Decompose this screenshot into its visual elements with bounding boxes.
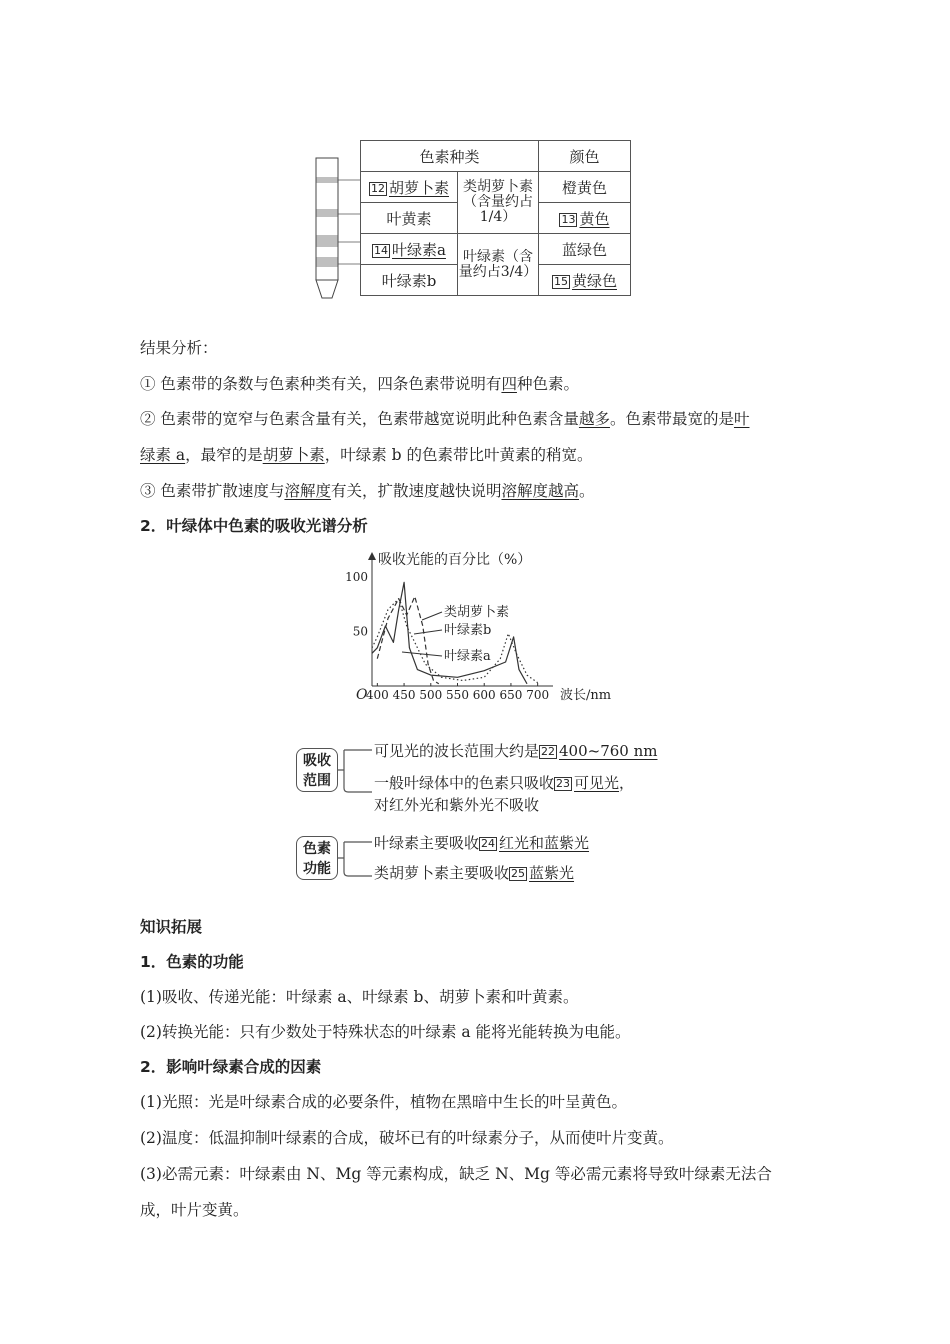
pigment-group: 叶绿素（含量约占3/4） (458, 234, 539, 296)
result-paragraph-2: ② 色素带的宽窄与色素含量有关，色素带越宽说明此种色素含量越多。色素带最宽的是叶 (140, 410, 750, 428)
x-tick-label: 450 (392, 688, 416, 702)
legend-label: 叶绿素b (444, 623, 492, 638)
x-tick-label: 700 (526, 688, 550, 702)
filter-paper-strip-icon (312, 140, 362, 302)
blank-number: 12 (370, 181, 385, 195)
pigment-color-text: 黄绿色 (571, 271, 617, 290)
pigment-table (360, 140, 631, 296)
pigment-group: 类胡萝卜素（含量约占1/4） (458, 172, 539, 234)
absorption-spectrum-chart (338, 548, 638, 708)
legend-leader (402, 652, 442, 656)
x-tick-label: 400 (365, 688, 389, 702)
concept-text-4: 类胡萝卜素主要吸收 25 蓝紫光 (374, 864, 575, 882)
extension-s2-p1: (1)光照：光是叶绿素合成的必要条件，植物在黑暗中生长的叶呈黄色。 (140, 1093, 627, 1111)
pigment-figure (312, 140, 634, 302)
y-tick-label: 100 (345, 569, 368, 584)
blank-number: 15 (553, 274, 568, 288)
concept-box-pigment-function: 色素 功能 (296, 836, 338, 880)
x-tick-label: 550 (446, 688, 469, 702)
pigment-name (361, 172, 458, 203)
y-tick-label: 50 (352, 624, 368, 639)
pigment-color: 橙黄色 (539, 172, 631, 203)
extension-s2-p3: (3)必需元素：叶绿素由 N、Mg 等元素构成，缺乏 N、Mg 等必需元素将导致叶绿素无法合 (140, 1165, 772, 1183)
blank-number: 13 (561, 212, 576, 226)
concept-box-absorption-range: 吸收 范围 (296, 748, 338, 792)
table-row (361, 172, 631, 203)
pigment-name-text: 胡萝卜素 (388, 178, 449, 197)
extension-s2-p3-cont: 成，叶片变黄。 (140, 1201, 249, 1219)
x-tick-label: 500 (419, 688, 443, 702)
result-paragraph-2-cont: 绿素 a，最窄的是胡萝卜素，叶绿素 b 的色素带比叶黄素的稍宽。 (140, 446, 593, 464)
y-axis-arrow-icon (368, 552, 376, 560)
blank-number: 14 (374, 243, 389, 257)
pigment-color (539, 203, 631, 234)
results-title: 结果分析： (140, 339, 218, 357)
pigment-name: 叶绿素b (361, 265, 458, 296)
header-species: 色素种类 (361, 141, 539, 172)
x-axis-label: 波长/nm (560, 688, 612, 703)
pigment-color (539, 265, 631, 296)
pigment-color: 蓝绿色 (539, 234, 631, 265)
extension-s1-p2: (2)转换光能：只有少数处于特殊状态的叶绿素 a 能将光能转换为电能。 (140, 1023, 631, 1041)
concept-text-3: 叶绿素主要吸收 24 红光和蓝紫光 (374, 834, 590, 852)
absorption-concept-map (294, 738, 674, 888)
legend-leader (414, 630, 442, 634)
legend-leader (422, 612, 442, 620)
pigment-name-text: 叶绿素a (392, 240, 446, 259)
extension-s1-p1: (1)吸收、传递光能：叶绿素 a、叶绿素 b、胡萝卜素和叶黄素。 (140, 988, 579, 1006)
legend-label: 叶绿素a (444, 649, 491, 664)
extension-s2-title: 2．影响叶绿素合成的因素 (140, 1058, 322, 1076)
concept-text-2b: 对红外光和紫外光不吸收 (374, 796, 540, 814)
section-2-title: 2．叶绿体中色素的吸收光谱分析 (140, 517, 368, 535)
extension-s1-title: 1．色素的功能 (140, 953, 244, 971)
pigment-color-text: 黄色 (579, 209, 610, 228)
table-row (361, 234, 631, 265)
x-tick-label: 650 (499, 688, 523, 702)
concept-text-2: 一般叶绿体中的色素只吸收 23 可见光， (374, 774, 635, 792)
origin-label: O (356, 687, 368, 703)
legend-label: 类胡萝卜素 (444, 605, 510, 620)
concept-text-1: 可见光的波长范围大约是 22 400~760 nm (374, 742, 658, 760)
extension-title: 知识拓展 (140, 918, 203, 936)
chart-title: 吸收光能的百分比（%） (378, 552, 532, 568)
x-tick-label: 600 (472, 688, 496, 702)
series-line (377, 597, 439, 684)
result-paragraph-1: ① 色素带的条数与色素种类有关，四条色素带说明有四种色素。 (140, 375, 579, 393)
table-header-row (361, 141, 631, 172)
result-paragraph-3: ③ 色素带扩散速度与溶解度有关，扩散速度越快说明溶解度越高。 (140, 482, 595, 500)
header-color: 颜色 (539, 141, 631, 172)
pigment-name: 叶黄素 (361, 203, 458, 234)
extension-s2-p2: (2)温度：低温抑制叶绿素的合成，破坏已有的叶绿素分子，从而使叶片变黄。 (140, 1129, 674, 1147)
pigment-name (361, 234, 458, 265)
